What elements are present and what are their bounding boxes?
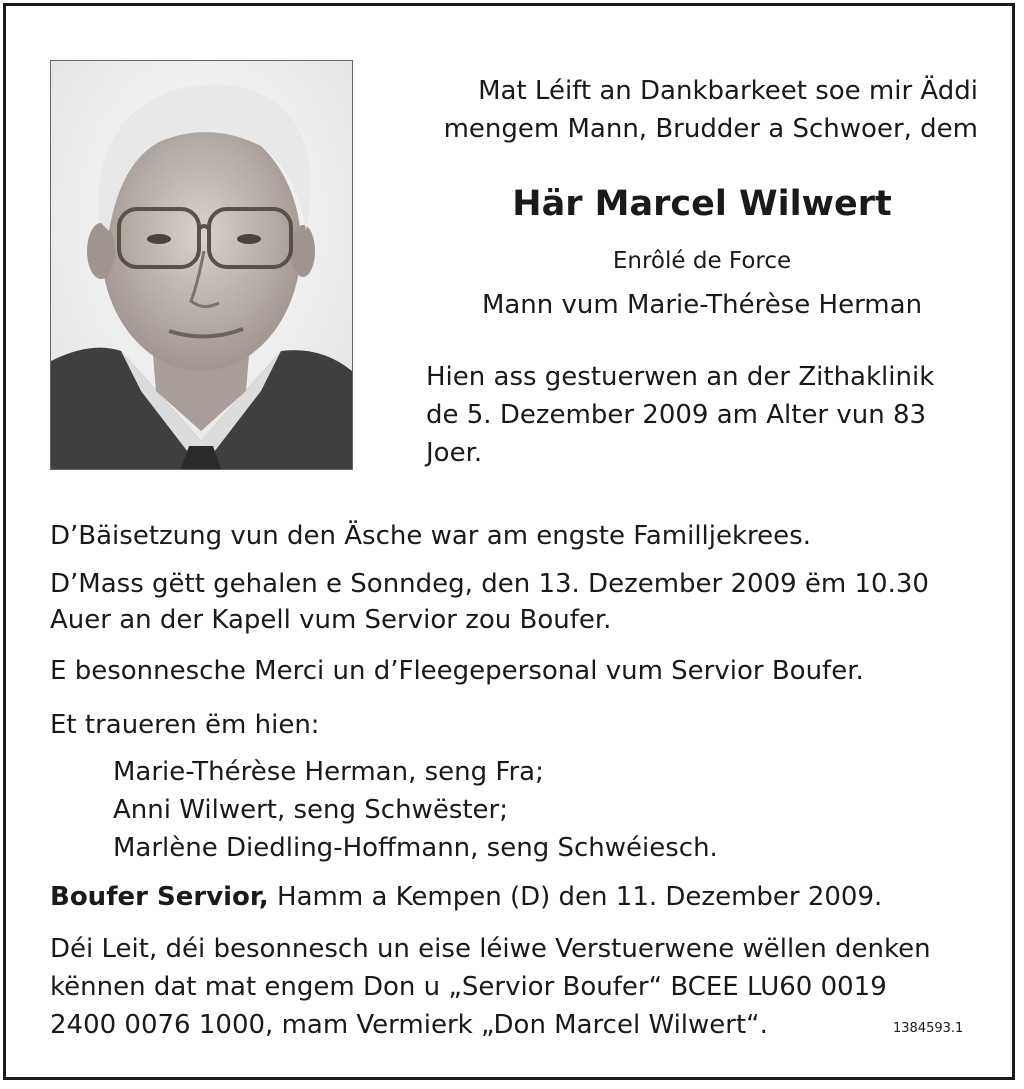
intro-line: Mat Léift an Dankbarkeet soe mir Äddi xyxy=(478,76,978,106)
thanks-paragraph: E besonnesche Merci un d’Fleegepersonal vum Servior Boufer. xyxy=(50,656,864,686)
reference-number: 1384593.1 xyxy=(893,1021,964,1036)
burial-paragraph: D’Bäisetzung vun den Äsche war am engste Familljekrees. xyxy=(50,521,811,551)
subtitle-spouse: Mann vum Marie-Thérèse Herman xyxy=(481,290,923,320)
mass-line: Auer an der Kapell vum Servior zou Boufer. xyxy=(50,605,612,635)
place-date-line xyxy=(50,879,980,915)
portrait-photo xyxy=(50,60,353,470)
death-paragraph xyxy=(426,358,978,472)
subtitle-enrole: Enrôlé de Force xyxy=(612,248,792,274)
donation-line: Déi Leit, déi besonnesch un eise léiwe Verstuerwene wëllen denken xyxy=(50,934,931,964)
mourner-item: Anni Wilwert, seng Schwëster; xyxy=(113,795,509,825)
donation-line: 2400 0076 1000, mam Vermierk „Don Marcel Wilwert“. xyxy=(50,1010,768,1040)
deceased-name: Här Marcel Wilwert xyxy=(512,184,892,224)
mourner-item: Marie-Thérèse Herman, seng Fra; xyxy=(113,757,544,787)
donation-line: kënnen dat mat engem Don u „Servior Boufer“ BCEE LU60 0019 xyxy=(50,972,887,1002)
place-date: Hamm a Kempen (D) den 11. Dezember 2009. xyxy=(268,882,883,912)
mass-line: D’Mass gëtt gehalen e Sonndeg, den 13. Dezember 2009 ëm 10.30 xyxy=(50,569,929,599)
mourner-item: Marlène Diedling-Hoffmann, seng Schwéiesch. xyxy=(113,833,718,863)
mourners-list xyxy=(113,753,718,867)
death-line: de 5. Dezember 2009 am Alter vun 83 xyxy=(426,400,927,430)
obituary-notice xyxy=(3,3,1015,1080)
mourners-heading: Et traueren ëm hien: xyxy=(50,710,320,740)
intro-text xyxy=(426,72,978,148)
death-line: Hien ass gestuerwen an der Zithaklinik xyxy=(426,362,935,392)
death-line: Joer. xyxy=(426,438,483,468)
mass-paragraph xyxy=(50,566,980,638)
place-name: Boufer Servior, xyxy=(50,882,269,912)
intro-line: mengem Mann, Brudder a Schwoer, dem xyxy=(443,114,978,144)
donation-paragraph xyxy=(50,930,980,1044)
